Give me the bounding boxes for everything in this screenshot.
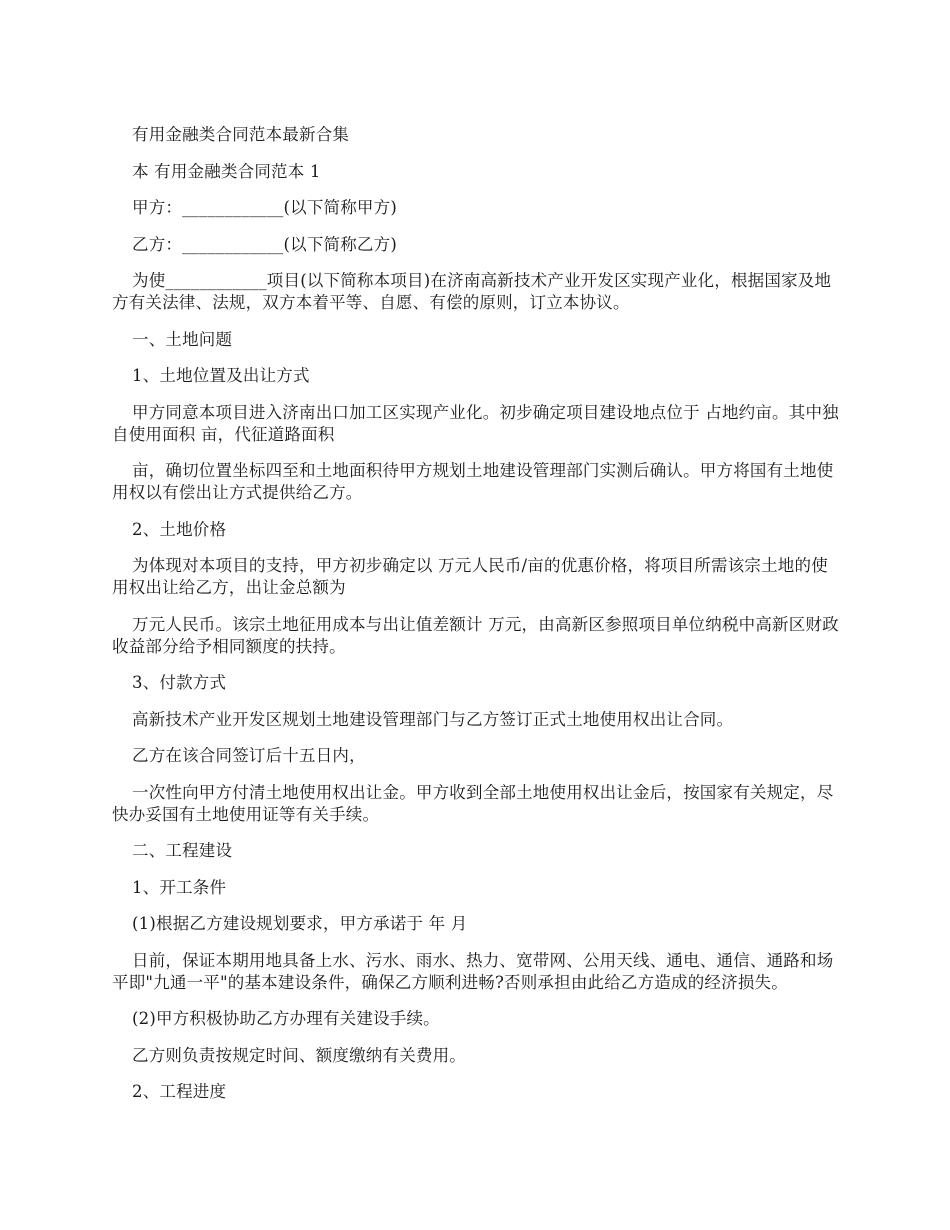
payment-paragraph-3: 一次性向甲方付清土地使用权出让金。甲方收到全部土地使用权出让金后，按国家有关规定，尽快办妥国有土地使用证等有关手续。 — [112, 782, 834, 824]
land-price-paragraph: 为体现对本项目的支持，甲方初步确定以 万元人民币/亩的优惠价格，将项目所需该宗土地的使用权出让给乙方，出让金总额为 — [112, 556, 828, 597]
payment-paragraph-2: 乙方在该合同签订后十五日内， — [132, 746, 366, 765]
contract-heading: 本 有用金融类合同范本 1 — [132, 161, 321, 181]
land-location-continued-paragraph: 亩，确切位置坐标四至和土地面积待甲方规划土地建设管理部门实测后确认。甲方将国有土地使用权以有偿出让方式提供给乙方。 — [112, 461, 834, 502]
subheading-land-price: 2、土地价格 — [132, 519, 227, 539]
party-b-line: 乙方：____________(以下简称乙方) — [132, 234, 397, 254]
land-price-continued-paragraph: 万元人民币。该宗土地征用成本与出让值差额计 万元，由高新区参照项目单位纳税中高新区财政收益部分给予相同额度的扶持。 — [112, 614, 839, 656]
fees-paragraph: 乙方则负责按规定时间、额度缴纳有关费用。 — [132, 1045, 466, 1065]
section-heading-construction: 二、工程建设 — [132, 841, 233, 860]
subheading-land-location: 1、土地位置及出让方式 — [132, 366, 310, 385]
subheading-payment-method: 3、付款方式 — [132, 673, 227, 692]
land-location-paragraph: 甲方同意本项目进入济南出口加工区实现产业化。初步确定项目建设地点位于 占地约亩。其中独自使用面积 亩，代征道路面积 — [112, 402, 839, 444]
start-condition-item-2: (2)甲方积极协助乙方办理有关建设手续。 — [132, 1009, 440, 1028]
start-condition-item-1: (1)根据乙方建设规划要求，甲方承诺于 年 月 — [132, 914, 468, 933]
subheading-start-conditions: 1、开工条件 — [132, 877, 227, 897]
preamble-paragraph: 为使____________项目(以下简称本项目)在济南高新技术产业开发区实现产业化，根据国家及地方有关法律、法规，双方本着平等、自愿、有偿的原则，订立本协议。 — [112, 271, 832, 312]
start-condition-item-1-continued: 日前，保证本期用地具备上水、污水、雨水、热力、宽带网、公用天线、通电、通信、通路和场平即"九通一平"的基本建设条件，确保乙方顺利进畅?否则承担由此给乙方造成的经济损失。 — [112, 950, 834, 992]
subheading-project-schedule: 2、工程进度 — [132, 1082, 227, 1101]
payment-paragraph-1: 高新技术产业开发区规划土地建设管理部门与乙方签订正式土地使用权出让合同。 — [132, 709, 734, 729]
party-a-line: 甲方：____________(以下简称甲方) — [132, 198, 397, 217]
document-body — [112, 124, 842, 1118]
document-title: 有用金融类合同范本最新合集 — [132, 125, 350, 144]
section-heading-land: 一、土地问题 — [132, 329, 233, 349]
